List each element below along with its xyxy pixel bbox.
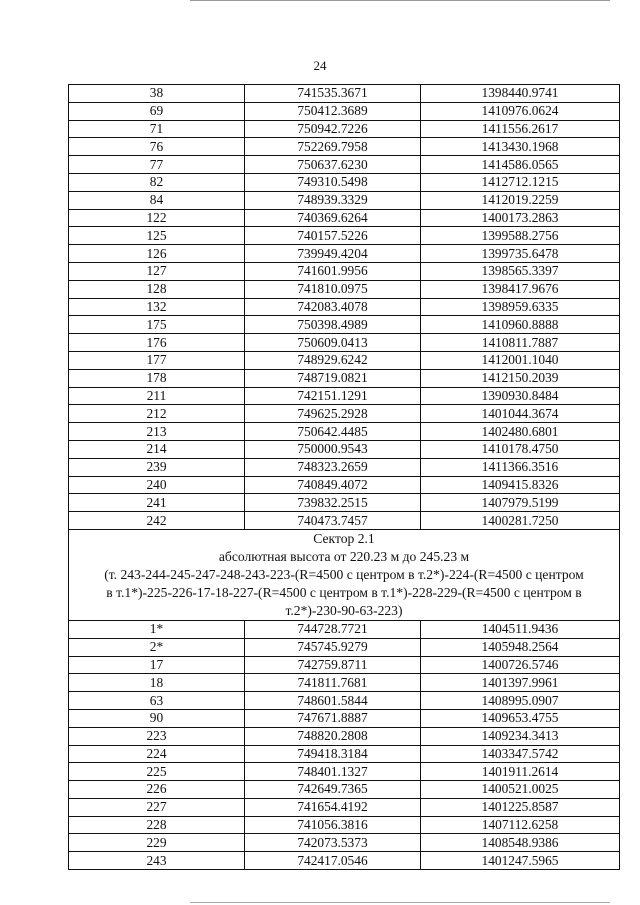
table-row — [69, 798, 620, 816]
y-coordinate-cell: 1412001.1040 — [421, 351, 620, 369]
y-coordinate-cell: 1398440.9741 — [421, 85, 620, 103]
table-row — [69, 656, 620, 674]
y-coordinate-cell: 1409234.3413 — [421, 727, 620, 745]
table-row — [69, 816, 620, 834]
x-coordinate-cell: 745745.9279 — [245, 638, 421, 656]
point-number-cell: 241 — [69, 494, 245, 512]
y-coordinate-cell: 1408995.0907 — [421, 692, 620, 710]
x-coordinate-cell: 750412.3689 — [245, 102, 421, 120]
table-row — [69, 512, 620, 530]
y-coordinate-cell: 1409653.4755 — [421, 709, 620, 727]
x-coordinate-cell: 742151.1291 — [245, 387, 421, 405]
y-coordinate-cell: 1400173.2863 — [421, 209, 620, 227]
point-number-cell: 132 — [69, 298, 245, 316]
point-number-cell: 214 — [69, 440, 245, 458]
x-coordinate-cell: 740473.7457 — [245, 512, 421, 530]
x-coordinate-cell: 750609.0413 — [245, 334, 421, 352]
point-number-cell: 223 — [69, 727, 245, 745]
sector-route-line-2: в т.1*)-225-226-17-18-227-(R=4500 с центром в т.1*)-228-229-(R=4500 с центром в — [106, 584, 582, 600]
y-coordinate-cell: 1400281.7250 — [421, 512, 620, 530]
table-row — [69, 316, 620, 334]
x-coordinate-cell: 747671.8887 — [245, 709, 421, 727]
x-coordinate-cell: 741654.4192 — [245, 798, 421, 816]
point-number-cell: 84 — [69, 191, 245, 209]
point-number-cell: 77 — [69, 156, 245, 174]
x-coordinate-cell: 739832.2515 — [245, 494, 421, 512]
point-number-cell: 177 — [69, 351, 245, 369]
point-number-cell: 69 — [69, 102, 245, 120]
point-number-cell: 90 — [69, 709, 245, 727]
table-row — [69, 156, 620, 174]
x-coordinate-cell: 749625.2928 — [245, 405, 421, 423]
sector-route-line-1: (т. 243-244-245-247-248-243-223-(R=4500 с центром в т.2*)-224-(R=4500 с центром — [104, 566, 584, 582]
table-row — [69, 476, 620, 494]
coordinates-table-top-section — [69, 85, 620, 530]
x-coordinate-cell: 742417.0546 — [245, 852, 421, 870]
scan-edge-line-bottom — [190, 902, 610, 903]
table-row — [69, 709, 620, 727]
y-coordinate-cell: 1401225.8587 — [421, 798, 620, 816]
point-number-cell: 243 — [69, 852, 245, 870]
point-number-cell: 225 — [69, 763, 245, 781]
y-coordinate-cell: 1401911.2614 — [421, 763, 620, 781]
point-number-cell: 227 — [69, 798, 245, 816]
y-coordinate-cell: 1399588.2756 — [421, 227, 620, 245]
table-row — [69, 745, 620, 763]
table-row — [69, 262, 620, 280]
point-number-cell: 125 — [69, 227, 245, 245]
x-coordinate-cell: 750942.7226 — [245, 120, 421, 138]
x-coordinate-cell: 742073.5373 — [245, 834, 421, 852]
y-coordinate-cell: 1401247.5965 — [421, 852, 620, 870]
point-number-cell: 176 — [69, 334, 245, 352]
table-row — [69, 423, 620, 441]
sector-route-line-3: т.2*)-230-90-63-223) — [285, 602, 403, 618]
y-coordinate-cell: 1398565.3397 — [421, 262, 620, 280]
y-coordinate-cell: 1411556.2617 — [421, 120, 620, 138]
x-coordinate-cell: 741535.3671 — [245, 85, 421, 103]
point-number-cell: 18 — [69, 674, 245, 692]
y-coordinate-cell: 1412019.2259 — [421, 191, 620, 209]
x-coordinate-cell: 741601.9956 — [245, 262, 421, 280]
point-number-cell: 242 — [69, 512, 245, 530]
x-coordinate-cell: 741056.3816 — [245, 816, 421, 834]
sector-header-row — [69, 529, 620, 620]
table-row — [69, 280, 620, 298]
table-row — [69, 387, 620, 405]
x-coordinate-cell: 744728.7721 — [245, 620, 421, 638]
y-coordinate-cell: 1410976.0624 — [421, 102, 620, 120]
x-coordinate-cell: 741810.0975 — [245, 280, 421, 298]
point-number-cell: 2* — [69, 638, 245, 656]
y-coordinate-cell: 1400521.0025 — [421, 781, 620, 799]
table-row — [69, 138, 620, 156]
table-row — [69, 405, 620, 423]
y-coordinate-cell: 1400726.5746 — [421, 656, 620, 674]
y-coordinate-cell: 1398959.6335 — [421, 298, 620, 316]
table-row — [69, 727, 620, 745]
x-coordinate-cell: 750398.4989 — [245, 316, 421, 334]
y-coordinate-cell: 1410960.8888 — [421, 316, 620, 334]
coordinates-table — [68, 84, 620, 870]
y-coordinate-cell: 1403347.5742 — [421, 745, 620, 763]
y-coordinate-cell: 1399735.6478 — [421, 245, 620, 263]
y-coordinate-cell: 1405948.2564 — [421, 638, 620, 656]
x-coordinate-cell: 742759.8711 — [245, 656, 421, 674]
point-number-cell: 38 — [69, 85, 245, 103]
point-number-cell: 122 — [69, 209, 245, 227]
y-coordinate-cell: 1398417.9676 — [421, 280, 620, 298]
point-number-cell: 71 — [69, 120, 245, 138]
table-row — [69, 620, 620, 638]
table-row — [69, 298, 620, 316]
sector-header-cell — [69, 529, 620, 620]
point-number-cell: 175 — [69, 316, 245, 334]
table-row — [69, 209, 620, 227]
point-number-cell: 76 — [69, 138, 245, 156]
point-number-cell: 226 — [69, 781, 245, 799]
x-coordinate-cell: 750000.9543 — [245, 440, 421, 458]
point-number-cell: 212 — [69, 405, 245, 423]
table-row — [69, 120, 620, 138]
table-row — [69, 173, 620, 191]
table-row — [69, 781, 620, 799]
table-row — [69, 834, 620, 852]
table-row — [69, 85, 620, 103]
x-coordinate-cell: 748601.5844 — [245, 692, 421, 710]
y-coordinate-cell: 1412712.1215 — [421, 173, 620, 191]
table-row — [69, 440, 620, 458]
table-row — [69, 638, 620, 656]
table-row — [69, 334, 620, 352]
x-coordinate-cell: 748323.2659 — [245, 458, 421, 476]
point-number-cell: 17 — [69, 656, 245, 674]
point-number-cell: 1* — [69, 620, 245, 638]
point-number-cell: 211 — [69, 387, 245, 405]
table-row — [69, 191, 620, 209]
y-coordinate-cell: 1404511.9436 — [421, 620, 620, 638]
point-number-cell: 239 — [69, 458, 245, 476]
table-row — [69, 369, 620, 387]
table-row — [69, 351, 620, 369]
table-row — [69, 245, 620, 263]
x-coordinate-cell: 750637.6230 — [245, 156, 421, 174]
x-coordinate-cell: 740369.6264 — [245, 209, 421, 227]
x-coordinate-cell: 740157.5226 — [245, 227, 421, 245]
y-coordinate-cell: 1401397.9961 — [421, 674, 620, 692]
x-coordinate-cell: 749418.3184 — [245, 745, 421, 763]
x-coordinate-cell: 748401.1327 — [245, 763, 421, 781]
table-row — [69, 227, 620, 245]
y-coordinate-cell: 1402480.6801 — [421, 423, 620, 441]
x-coordinate-cell: 750642.4485 — [245, 423, 421, 441]
y-coordinate-cell: 1407979.5199 — [421, 494, 620, 512]
table-row — [69, 852, 620, 870]
x-coordinate-cell: 741811.7681 — [245, 674, 421, 692]
y-coordinate-cell: 1390930.8484 — [421, 387, 620, 405]
sector-header-section — [69, 529, 620, 620]
table-row — [69, 458, 620, 476]
x-coordinate-cell: 749310.5498 — [245, 173, 421, 191]
point-number-cell: 229 — [69, 834, 245, 852]
x-coordinate-cell: 748719.0821 — [245, 369, 421, 387]
x-coordinate-cell: 742083.4078 — [245, 298, 421, 316]
point-number-cell: 224 — [69, 745, 245, 763]
coordinates-table-bottom-section — [69, 620, 620, 869]
point-number-cell: 178 — [69, 369, 245, 387]
point-number-cell: 228 — [69, 816, 245, 834]
y-coordinate-cell: 1412150.2039 — [421, 369, 620, 387]
sector-height-range: абсолютная высота от 220.23 м до 245.23 м — [218, 548, 470, 564]
x-coordinate-cell: 748929.6242 — [245, 351, 421, 369]
point-number-cell: 82 — [69, 173, 245, 191]
x-coordinate-cell: 752269.7958 — [245, 138, 421, 156]
y-coordinate-cell: 1407112.6258 — [421, 816, 620, 834]
x-coordinate-cell: 748939.3329 — [245, 191, 421, 209]
sector-title: Сектор 2.1 — [313, 530, 375, 546]
y-coordinate-cell: 1410811.7887 — [421, 334, 620, 352]
y-coordinate-cell: 1401044.3674 — [421, 405, 620, 423]
y-coordinate-cell: 1409415.8326 — [421, 476, 620, 494]
point-number-cell: 63 — [69, 692, 245, 710]
point-number-cell: 127 — [69, 262, 245, 280]
y-coordinate-cell: 1408548.9386 — [421, 834, 620, 852]
x-coordinate-cell: 748820.2808 — [245, 727, 421, 745]
x-coordinate-cell: 740849.4072 — [245, 476, 421, 494]
y-coordinate-cell: 1411366.3516 — [421, 458, 620, 476]
table-row — [69, 763, 620, 781]
scan-edge-line-top — [190, 0, 610, 1]
table-row — [69, 692, 620, 710]
point-number-cell: 240 — [69, 476, 245, 494]
point-number-cell: 128 — [69, 280, 245, 298]
x-coordinate-cell: 742649.7365 — [245, 781, 421, 799]
y-coordinate-cell: 1414586.0565 — [421, 156, 620, 174]
table-row — [69, 102, 620, 120]
x-coordinate-cell: 739949.4204 — [245, 245, 421, 263]
table-row — [69, 674, 620, 692]
point-number-cell: 213 — [69, 423, 245, 441]
page-number: 24 — [313, 58, 327, 73]
y-coordinate-cell: 1410178.4750 — [421, 440, 620, 458]
table-row — [69, 494, 620, 512]
point-number-cell: 126 — [69, 245, 245, 263]
y-coordinate-cell: 1413430.1968 — [421, 138, 620, 156]
